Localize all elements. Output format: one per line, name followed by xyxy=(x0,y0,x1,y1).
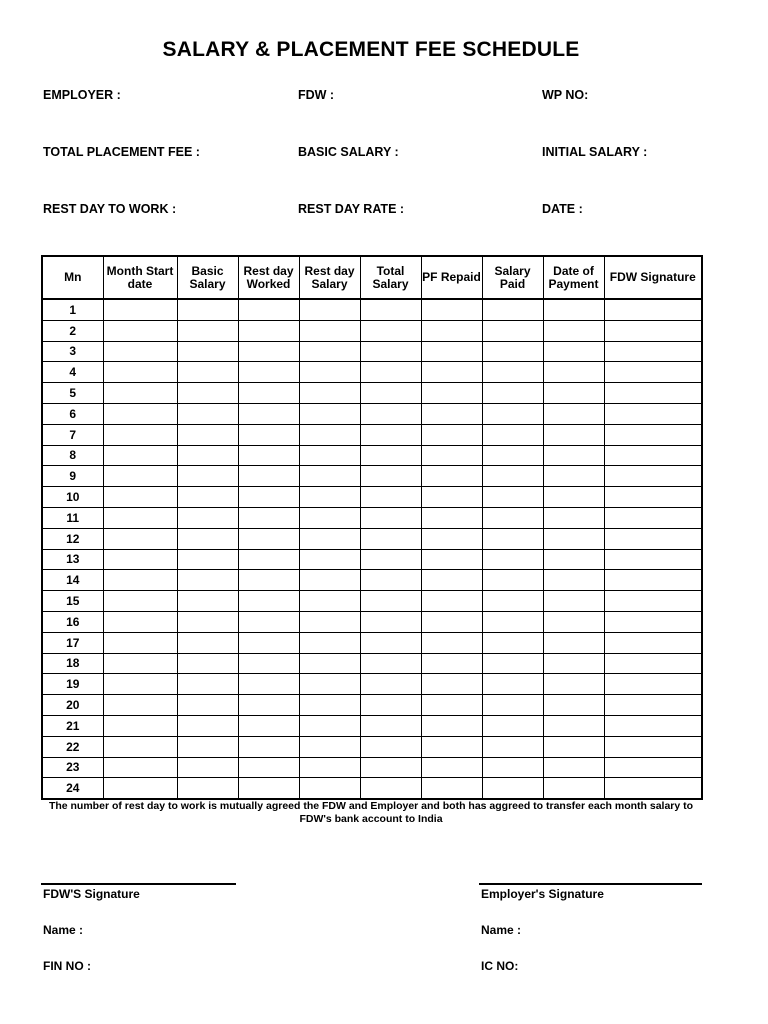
table-cell-blank xyxy=(360,736,421,757)
table-cell-blank xyxy=(238,299,299,320)
row-month-number: 16 xyxy=(42,611,103,632)
table-cell-blank xyxy=(299,320,360,341)
table-cell-blank xyxy=(604,757,702,778)
table-row xyxy=(42,487,702,508)
table-cell-blank xyxy=(238,570,299,591)
header-rest-day-worked: Rest day Worked xyxy=(238,256,299,299)
table-cell-blank xyxy=(604,403,702,424)
row-month-number: 1 xyxy=(42,299,103,320)
table-cell-blank xyxy=(421,383,482,404)
table-cell-blank xyxy=(103,424,177,445)
table-row xyxy=(42,570,702,591)
table-cell-blank xyxy=(103,445,177,466)
table-cell-blank xyxy=(103,695,177,716)
table-cell-blank xyxy=(360,653,421,674)
table-cell-blank xyxy=(177,778,238,799)
table-row xyxy=(42,299,702,320)
header-month-start-date: Month Start date xyxy=(103,256,177,299)
table-cell-blank xyxy=(177,466,238,487)
table-cell-blank xyxy=(103,674,177,695)
table-cell-blank xyxy=(482,757,543,778)
table-cell-blank xyxy=(604,299,702,320)
table-cell-blank xyxy=(543,715,604,736)
table-cell-blank xyxy=(482,778,543,799)
employer-ic-no-label: IC NO: xyxy=(481,959,519,973)
table-cell-blank xyxy=(543,632,604,653)
table-cell-blank xyxy=(482,341,543,362)
table-row xyxy=(42,653,702,674)
total-placement-fee-field-label: TOTAL PLACEMENT FEE : xyxy=(43,145,200,159)
table-cell-blank xyxy=(103,383,177,404)
table-cell-blank xyxy=(421,632,482,653)
table-cell-blank xyxy=(604,674,702,695)
row-month-number: 2 xyxy=(42,320,103,341)
table-cell-blank xyxy=(238,528,299,549)
table-cell-blank xyxy=(360,445,421,466)
table-cell-blank xyxy=(604,507,702,528)
table-cell-blank xyxy=(421,424,482,445)
table-cell-blank xyxy=(482,570,543,591)
table-cell-blank xyxy=(482,383,543,404)
row-month-number: 5 xyxy=(42,383,103,404)
header-rest-day-salary: Rest day Salary xyxy=(299,256,360,299)
table-cell-blank xyxy=(177,736,238,757)
row-month-number: 14 xyxy=(42,570,103,591)
table-cell-blank xyxy=(299,549,360,570)
table-cell-blank xyxy=(103,362,177,383)
table-row xyxy=(42,611,702,632)
fdw-fin-no-label: FIN NO : xyxy=(43,959,91,973)
row-month-number: 18 xyxy=(42,653,103,674)
salary-schedule-table xyxy=(41,255,703,800)
header-basic-salary: Basic Salary xyxy=(177,256,238,299)
table-cell-blank xyxy=(543,507,604,528)
row-month-number: 6 xyxy=(42,403,103,424)
table-cell-blank xyxy=(421,549,482,570)
table-cell-blank xyxy=(543,320,604,341)
table-cell-blank xyxy=(604,591,702,612)
table-cell-blank xyxy=(103,507,177,528)
table-cell-blank xyxy=(482,466,543,487)
table-cell-blank xyxy=(238,507,299,528)
table-cell-blank xyxy=(238,695,299,716)
table-cell-blank xyxy=(604,778,702,799)
table-cell-blank xyxy=(238,383,299,404)
table-cell-blank xyxy=(238,320,299,341)
table-cell-blank xyxy=(604,320,702,341)
table-cell-blank xyxy=(103,466,177,487)
table-cell-blank xyxy=(360,299,421,320)
table-cell-blank xyxy=(604,736,702,757)
table-cell-blank xyxy=(543,528,604,549)
row-month-number: 21 xyxy=(42,715,103,736)
table-cell-blank xyxy=(421,528,482,549)
table-cell-blank xyxy=(543,341,604,362)
employer-signature-label: Employer's Signature xyxy=(481,887,604,901)
table-cell-blank xyxy=(299,653,360,674)
table-cell-blank xyxy=(360,341,421,362)
table-cell-blank xyxy=(238,591,299,612)
table-cell-blank xyxy=(103,570,177,591)
table-cell-blank xyxy=(299,487,360,508)
table-cell-blank xyxy=(103,487,177,508)
row-month-number: 13 xyxy=(42,549,103,570)
table-cell-blank xyxy=(177,383,238,404)
row-month-number: 17 xyxy=(42,632,103,653)
table-cell-blank xyxy=(238,362,299,383)
row-month-number: 3 xyxy=(42,341,103,362)
agreement-note: The number of rest day to work is mutually agreed the FDW and Employer and both has aggreed to transfer each month salary to FDW's bank account to India xyxy=(48,800,694,825)
table-cell-blank xyxy=(543,591,604,612)
table-cell-blank xyxy=(482,424,543,445)
table-row xyxy=(42,695,702,716)
fdw-signature-line xyxy=(41,883,236,885)
table-cell-blank xyxy=(299,424,360,445)
table-cell-blank xyxy=(103,591,177,612)
table-cell-blank xyxy=(103,320,177,341)
table-row xyxy=(42,778,702,799)
fdw-field-label: FDW : xyxy=(298,88,335,102)
table-cell-blank xyxy=(543,549,604,570)
table-row xyxy=(42,674,702,695)
table-cell-blank xyxy=(543,445,604,466)
table-cell-blank xyxy=(299,674,360,695)
table-cell-blank xyxy=(103,341,177,362)
table-cell-blank xyxy=(299,445,360,466)
row-month-number: 22 xyxy=(42,736,103,757)
table-cell-blank xyxy=(103,736,177,757)
table-cell-blank xyxy=(360,528,421,549)
row-month-number: 15 xyxy=(42,591,103,612)
table-cell-blank xyxy=(604,466,702,487)
table-cell-blank xyxy=(238,424,299,445)
table-cell-blank xyxy=(103,757,177,778)
row-month-number: 10 xyxy=(42,487,103,508)
rest-day-to-work-field-label: REST DAY TO WORK : xyxy=(43,202,177,216)
table-row xyxy=(42,341,702,362)
table-cell-blank xyxy=(421,362,482,383)
table-cell-blank xyxy=(604,715,702,736)
table-cell-blank xyxy=(177,487,238,508)
employer-field-label: EMPLOYER : xyxy=(43,88,121,102)
table-cell-blank xyxy=(482,362,543,383)
table-cell-blank xyxy=(482,736,543,757)
table-cell-blank xyxy=(177,591,238,612)
table-cell-blank xyxy=(238,466,299,487)
table-cell-blank xyxy=(238,487,299,508)
row-month-number: 7 xyxy=(42,424,103,445)
table-cell-blank xyxy=(604,341,702,362)
table-cell-blank xyxy=(482,591,543,612)
table-cell-blank xyxy=(299,466,360,487)
table-cell-blank xyxy=(421,736,482,757)
table-cell-blank xyxy=(299,362,360,383)
table-cell-blank xyxy=(421,591,482,612)
table-cell-blank xyxy=(421,507,482,528)
table-cell-blank xyxy=(360,362,421,383)
table-cell-blank xyxy=(103,299,177,320)
table-row xyxy=(42,362,702,383)
table-cell-blank xyxy=(360,591,421,612)
table-cell-blank xyxy=(103,632,177,653)
table-cell-blank xyxy=(482,487,543,508)
table-cell-blank xyxy=(103,528,177,549)
table-cell-blank xyxy=(421,695,482,716)
fdw-signature-label: FDW'S Signature xyxy=(43,887,140,901)
table-cell-blank xyxy=(238,778,299,799)
row-month-number: 19 xyxy=(42,674,103,695)
row-month-number: 9 xyxy=(42,466,103,487)
table-cell-blank xyxy=(604,695,702,716)
table-cell-blank xyxy=(299,403,360,424)
table-row xyxy=(42,383,702,404)
table-row xyxy=(42,445,702,466)
table-cell-blank xyxy=(177,424,238,445)
table-cell-blank xyxy=(604,570,702,591)
table-cell-blank xyxy=(604,362,702,383)
table-cell-blank xyxy=(421,299,482,320)
table-cell-blank xyxy=(360,715,421,736)
header-pf-repaid: PF Repaid xyxy=(421,256,482,299)
table-cell-blank xyxy=(482,695,543,716)
table-cell-blank xyxy=(421,778,482,799)
table-cell-blank xyxy=(299,715,360,736)
table-cell-blank xyxy=(543,424,604,445)
table-cell-blank xyxy=(421,445,482,466)
table-cell-blank xyxy=(238,674,299,695)
table-cell-blank xyxy=(421,403,482,424)
table-cell-blank xyxy=(360,487,421,508)
table-cell-blank xyxy=(177,653,238,674)
table-cell-blank xyxy=(543,653,604,674)
table-cell-blank xyxy=(177,341,238,362)
table-cell-blank xyxy=(604,653,702,674)
document-title: SALARY & PLACEMENT FEE SCHEDULE xyxy=(162,38,580,61)
table-cell-blank xyxy=(421,715,482,736)
wp-no-field-label: WP NO: xyxy=(542,88,589,102)
table-cell-blank xyxy=(482,653,543,674)
table-cell-blank xyxy=(543,299,604,320)
table-cell-blank xyxy=(177,674,238,695)
table-cell-blank xyxy=(482,445,543,466)
table-cell-blank xyxy=(543,611,604,632)
table-cell-blank xyxy=(360,570,421,591)
table-cell-blank xyxy=(238,403,299,424)
table-cell-blank xyxy=(604,632,702,653)
table-cell-blank xyxy=(360,778,421,799)
table-cell-blank xyxy=(360,611,421,632)
table-cell-blank xyxy=(421,466,482,487)
header-fdw-signature: FDW Signature xyxy=(604,256,702,299)
basic-salary-field-label: BASIC SALARY : xyxy=(298,145,399,159)
table-cell-blank xyxy=(177,445,238,466)
header-mn: Mn xyxy=(42,256,103,299)
table-cell-blank xyxy=(299,570,360,591)
table-cell-blank xyxy=(604,528,702,549)
table-cell-blank xyxy=(299,632,360,653)
table-cell-blank xyxy=(360,424,421,445)
table-cell-blank xyxy=(604,383,702,404)
table-cell-blank xyxy=(543,383,604,404)
table-cell-blank xyxy=(543,757,604,778)
table-cell-blank xyxy=(543,403,604,424)
table-row xyxy=(42,757,702,778)
table-cell-blank xyxy=(604,611,702,632)
row-month-number: 20 xyxy=(42,695,103,716)
table-cell-blank xyxy=(177,715,238,736)
table-cell-blank xyxy=(421,611,482,632)
table-cell-blank xyxy=(299,757,360,778)
table-cell-blank xyxy=(482,320,543,341)
fdw-name-label: Name : xyxy=(43,923,84,937)
table-cell-blank xyxy=(360,549,421,570)
table-cell-blank xyxy=(177,362,238,383)
row-month-number: 23 xyxy=(42,757,103,778)
table-cell-blank xyxy=(238,715,299,736)
table-cell-blank xyxy=(543,487,604,508)
table-cell-blank xyxy=(482,549,543,570)
table-cell-blank xyxy=(543,362,604,383)
table-row xyxy=(42,403,702,424)
table-cell-blank xyxy=(360,320,421,341)
row-month-number: 11 xyxy=(42,507,103,528)
table-cell-blank xyxy=(421,320,482,341)
table-row xyxy=(42,320,702,341)
table-cell-blank xyxy=(238,632,299,653)
employer-name-label: Name : xyxy=(481,923,522,937)
employer-signature-line xyxy=(479,883,702,885)
table-cell-blank xyxy=(604,487,702,508)
table-cell-blank xyxy=(103,715,177,736)
table-cell-blank xyxy=(177,611,238,632)
table-cell-blank xyxy=(299,528,360,549)
table-cell-blank xyxy=(360,757,421,778)
table-cell-blank xyxy=(360,674,421,695)
table-row xyxy=(42,549,702,570)
table-cell-blank xyxy=(482,507,543,528)
table-cell-blank xyxy=(177,695,238,716)
table-row xyxy=(42,424,702,445)
table-cell-blank xyxy=(604,424,702,445)
table-cell-blank xyxy=(543,570,604,591)
table-cell-blank xyxy=(177,528,238,549)
header-salary-paid: Salary Paid xyxy=(482,256,543,299)
table-cell-blank xyxy=(103,403,177,424)
table-cell-blank xyxy=(177,757,238,778)
table-cell-blank xyxy=(360,383,421,404)
table-cell-blank xyxy=(299,507,360,528)
table-cell-blank xyxy=(177,549,238,570)
table-row xyxy=(42,466,702,487)
table-cell-blank xyxy=(177,299,238,320)
table-cell-blank xyxy=(177,320,238,341)
table-cell-blank xyxy=(421,487,482,508)
table-cell-blank xyxy=(482,299,543,320)
table-cell-blank xyxy=(103,653,177,674)
table-row xyxy=(42,632,702,653)
table-cell-blank xyxy=(177,507,238,528)
table-cell-blank xyxy=(299,383,360,404)
table-row xyxy=(42,591,702,612)
table-cell-blank xyxy=(482,632,543,653)
table-cell-blank xyxy=(299,611,360,632)
table-cell-blank xyxy=(604,549,702,570)
table-header-row xyxy=(42,256,702,299)
table-cell-blank xyxy=(543,674,604,695)
table-cell-blank xyxy=(482,611,543,632)
table-cell-blank xyxy=(360,507,421,528)
table-cell-blank xyxy=(299,695,360,716)
table-cell-blank xyxy=(238,653,299,674)
rest-day-rate-field-label: REST DAY RATE : xyxy=(298,202,405,216)
table-cell-blank xyxy=(238,341,299,362)
table-cell-blank xyxy=(543,736,604,757)
table-cell-blank xyxy=(177,403,238,424)
table-row xyxy=(42,507,702,528)
date-field-label: DATE : xyxy=(542,202,583,216)
table-cell-blank xyxy=(103,549,177,570)
row-month-number: 8 xyxy=(42,445,103,466)
table-cell-blank xyxy=(421,570,482,591)
table-cell-blank xyxy=(604,445,702,466)
table-cell-blank xyxy=(238,549,299,570)
table-cell-blank xyxy=(238,445,299,466)
table-cell-blank xyxy=(238,757,299,778)
table-cell-blank xyxy=(299,736,360,757)
row-month-number: 24 xyxy=(42,778,103,799)
table-cell-blank xyxy=(482,715,543,736)
table-cell-blank xyxy=(299,341,360,362)
table-cell-blank xyxy=(299,591,360,612)
table-cell-blank xyxy=(299,299,360,320)
table-cell-blank xyxy=(482,674,543,695)
table-cell-blank xyxy=(543,466,604,487)
table-cell-blank xyxy=(360,632,421,653)
table-cell-blank xyxy=(421,341,482,362)
table-cell-blank xyxy=(482,403,543,424)
table-cell-blank xyxy=(543,778,604,799)
table-row xyxy=(42,736,702,757)
initial-salary-field-label: INITIAL SALARY : xyxy=(542,145,648,159)
table-row xyxy=(42,528,702,549)
table-cell-blank xyxy=(360,403,421,424)
table-cell-blank xyxy=(360,695,421,716)
table-cell-blank xyxy=(421,653,482,674)
row-month-number: 4 xyxy=(42,362,103,383)
table-row xyxy=(42,715,702,736)
row-month-number: 12 xyxy=(42,528,103,549)
table-cell-blank xyxy=(177,570,238,591)
table-cell-blank xyxy=(103,778,177,799)
table-cell-blank xyxy=(482,528,543,549)
table-cell-blank xyxy=(177,632,238,653)
table-cell-blank xyxy=(299,778,360,799)
table-cell-blank xyxy=(103,611,177,632)
table-cell-blank xyxy=(238,736,299,757)
table-cell-blank xyxy=(421,674,482,695)
table-cell-blank xyxy=(421,757,482,778)
table-cell-blank xyxy=(543,695,604,716)
table-cell-blank xyxy=(238,611,299,632)
header-date-of-payment: Date of Payment xyxy=(543,256,604,299)
header-total-salary: Total Salary xyxy=(360,256,421,299)
table-cell-blank xyxy=(360,466,421,487)
